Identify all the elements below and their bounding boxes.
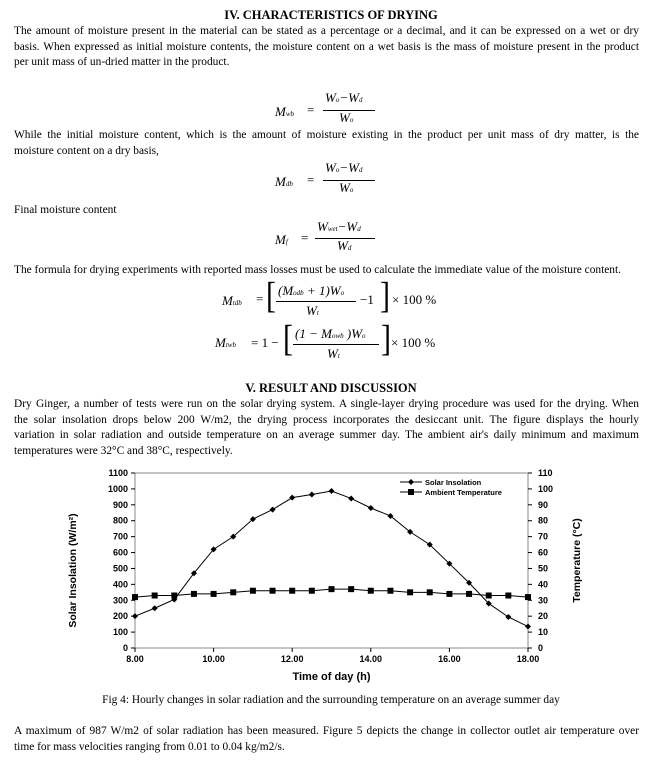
- paragraph: [14, 263, 639, 279]
- x-tick-label: 14.00: [359, 654, 383, 664]
- data-point: [348, 495, 354, 501]
- y2-tick-label: 100: [538, 483, 554, 494]
- equation-twb: [215, 317, 465, 366]
- eq-percent: × 100 %: [391, 335, 436, 350]
- y2-tick-label: 30: [538, 595, 549, 606]
- data-point: [132, 594, 138, 600]
- eq-num-sub: d: [357, 225, 361, 233]
- eq-lhs: M: [215, 335, 226, 350]
- right-bracket: ]: [380, 274, 390, 316]
- equation-dry-basis: Mdb = Wo−Wd Wo: [275, 166, 415, 202]
- y2-tick-label: 70: [538, 531, 549, 542]
- eq-num-sub: wet: [327, 225, 338, 233]
- paragraph: [14, 724, 639, 755]
- eq-num-minus: −W: [337, 219, 358, 234]
- data-point: [368, 505, 374, 511]
- paragraph: [14, 24, 639, 71]
- eq-num-rest: )W: [343, 326, 363, 341]
- y2-tick-label: 0: [538, 643, 544, 653]
- data-point: [211, 591, 217, 597]
- data-point: [446, 591, 452, 597]
- chart-legend: [400, 478, 502, 497]
- x-axis-title: Time of day (h): [292, 671, 371, 683]
- section-heading: V. RESULT AND DISCUSSION: [245, 381, 417, 395]
- eq-tail: −1: [360, 292, 374, 307]
- data-point: [505, 614, 511, 620]
- data-point: [250, 588, 256, 594]
- data-point: [525, 624, 531, 630]
- plot-area: [135, 473, 528, 648]
- eq-num-sub: odb: [293, 289, 304, 297]
- eq-num: (M: [278, 283, 294, 298]
- data-point: [309, 491, 315, 497]
- eq-den: W: [306, 303, 317, 318]
- y2-tick-label: 10: [538, 627, 549, 638]
- section-heading: IV. CHARACTERISTICS OF DRYING: [224, 8, 438, 22]
- legend-label: Solar Insolation: [425, 478, 482, 487]
- y2-tick-label: 90: [538, 499, 549, 510]
- data-point: [466, 591, 472, 597]
- y-tick-label: 500: [112, 563, 128, 574]
- data-point: [329, 586, 335, 592]
- equation-tdb: Mtdb = [ (Modb + 1)Wo Wt −1 ] × 100 %: [222, 274, 437, 318]
- y-tick-label: 600: [112, 547, 128, 558]
- paragraph-line: temperatures were 32°C and 38°C, respectively.: [14, 444, 233, 457]
- eq-num-sub: o: [362, 332, 366, 340]
- data-point: [289, 588, 295, 594]
- fraction-bar: [276, 301, 356, 302]
- left-bracket: [: [266, 274, 276, 316]
- legend-label: Ambient Temperature: [425, 488, 502, 497]
- paragraph-line: time for mass velocities ranging from 0.01 to 0.04 kg/m2/s.: [14, 740, 285, 753]
- data-point: [171, 593, 177, 599]
- eq-lhs-sub: f: [285, 238, 288, 246]
- y-tick-label: 400: [112, 579, 128, 590]
- tick-labels: [67, 468, 583, 683]
- eq-den: W: [337, 238, 348, 253]
- y-tick-label: 300: [112, 595, 128, 606]
- data-point: [505, 593, 511, 599]
- eq-lhs: M: [275, 232, 286, 247]
- eq-num-sub: owb: [331, 332, 344, 340]
- data-point: [348, 586, 354, 592]
- eq-num-sub: o: [335, 166, 340, 174]
- eq-lhs-sub: wb: [285, 110, 295, 118]
- eq-den-sub: t: [316, 309, 319, 317]
- eq-den-sub: d: [347, 244, 352, 252]
- data-point: [427, 589, 433, 595]
- data-point: [152, 605, 158, 611]
- paragraph-line: The formula for drying experiments with reported mass losses must be used to calculate the immediate value of the moisture content.: [14, 264, 622, 276]
- figure-caption: Fig 4: Hourly changes in solar radiation and the surrounding temperature on an average summer day: [102, 694, 560, 706]
- y-tick-label: 1100: [108, 468, 128, 478]
- solar-temperature-chart: [0, 462, 662, 690]
- eq-lhs: M: [222, 293, 233, 308]
- y2-tick-label: 50: [538, 563, 549, 574]
- paragraph-line: A maximum of 987 W/m2 of solar radiation has been measured. Figure 5 depicts the change in collector outlet air temperature over: [14, 725, 639, 737]
- paragraph-line: While the initial moisture content, which is the amount of moisture existing in the product per unit mass of dry matter, is the: [14, 129, 639, 141]
- data-point: [525, 594, 531, 600]
- eq-num-rest: + 1)W: [303, 283, 341, 298]
- y-axis-title: Solar Insolation (W/m²): [67, 513, 79, 628]
- axis-ticks: [131, 473, 532, 652]
- eq-num-sub: d: [358, 166, 363, 174]
- y2-tick-label: 80: [538, 515, 549, 526]
- data-point: [270, 507, 276, 513]
- legend-marker: [408, 489, 414, 495]
- data-point: [387, 588, 393, 594]
- data-point: [407, 589, 413, 595]
- eq-num-sub: o: [340, 289, 345, 297]
- equation-wet-basis: Mwb = Wo−Wd Wo: [275, 96, 415, 132]
- left-bracket: [: [283, 317, 293, 359]
- eq-num: W: [325, 160, 336, 175]
- y-tick-label: 700: [112, 531, 128, 542]
- eq-den: W: [339, 180, 350, 195]
- y2-axis-title: Temperature (°C): [571, 518, 583, 603]
- eq-num-minus: −W: [339, 160, 359, 175]
- data-point: [309, 588, 315, 594]
- eq-num: (1 − M: [295, 326, 332, 341]
- data-point: [486, 593, 492, 599]
- x-tick-label: 16.00: [438, 654, 461, 664]
- y-tick-label: 0: [122, 643, 128, 653]
- eq-den: W: [327, 346, 338, 361]
- chart-series: [132, 488, 531, 630]
- y-tick-label: 900: [112, 499, 128, 510]
- legend-marker: [408, 479, 414, 485]
- y2-tick-label: 20: [538, 611, 549, 622]
- paragraph: [14, 128, 639, 159]
- x-tick-label: 12.00: [280, 654, 304, 664]
- data-point: [152, 593, 158, 599]
- paragraph-line: variation in solar radiation and outside temperature on an average summer day. The ambient air's daily minimum and maximum: [14, 429, 639, 442]
- data-point: [191, 591, 197, 597]
- paragraph-line: the solar insolation drops below 200 W/m2, the drying process incorporates the desiccant unit. The figure displays the hourly: [14, 413, 639, 426]
- eq-num: W: [325, 90, 336, 105]
- x-tick-label: 10.00: [202, 654, 225, 664]
- eq-den: W: [339, 110, 350, 125]
- eq-lhs: M: [275, 174, 286, 189]
- data-point: [132, 613, 138, 619]
- y2-tick-label: 40: [538, 579, 549, 590]
- x-tick-label: 18.00: [516, 654, 540, 664]
- eq-lead: = 1 −: [251, 335, 279, 350]
- right-bracket: ]: [381, 317, 391, 359]
- eq-percent: × 100 %: [392, 292, 437, 307]
- paragraph: [14, 397, 639, 459]
- eq-den-sub: t: [337, 352, 340, 360]
- y-tick-label: 200: [112, 611, 128, 622]
- eq-lhs-sub: db: [285, 180, 293, 188]
- y2-tick-label: 110: [538, 468, 553, 478]
- eq-num-minus: −W: [339, 90, 359, 105]
- final-moisture-label: Final moisture content: [14, 204, 117, 216]
- eq-lhs: M: [275, 104, 286, 119]
- data-point: [230, 589, 236, 595]
- paragraph-line: moisture content on a dry basis,: [14, 144, 159, 157]
- y2-tick-label: 60: [538, 547, 549, 558]
- eq-den-sub: o: [349, 186, 354, 194]
- data-point: [289, 495, 295, 501]
- data-point: [329, 488, 335, 494]
- data-point: [368, 588, 374, 594]
- eq-num: W: [317, 219, 328, 234]
- eq-den-sub: o: [349, 116, 354, 124]
- eq-num-sub: o: [335, 96, 340, 104]
- eq-num-sub: d: [358, 96, 363, 104]
- plot-frame: [135, 473, 528, 648]
- y-tick-label: 100: [112, 627, 128, 638]
- paragraph-line: per unit mass of un-dried matter in the product.: [14, 56, 230, 69]
- paragraph-line: basis. When expressed as initial moisture contents, the moisture content on a wet basis is the mass of moisture present in the product: [14, 40, 639, 53]
- y-tick-label: 800: [112, 515, 128, 526]
- paragraph-line: Dry Ginger, a number of tests were run on the solar drying system. A single-layer drying procedure was used for the drying. When: [14, 398, 639, 410]
- data-point: [270, 588, 276, 594]
- fraction-bar: [293, 344, 379, 345]
- eq-lhs-sub: twb: [225, 341, 236, 349]
- x-tick-label: 8.00: [126, 654, 144, 664]
- eq-lhs-sub: tdb: [232, 299, 242, 307]
- y-tick-label: 1000: [107, 483, 128, 494]
- paragraph-line: The amount of moisture present in the material can be stated as a percentage or a decimal, and it can be expressed on a wet or dry: [14, 25, 639, 37]
- series-line: [135, 491, 528, 627]
- equation-final-moisture: Mf = Wwet−Wd Wd: [275, 224, 415, 260]
